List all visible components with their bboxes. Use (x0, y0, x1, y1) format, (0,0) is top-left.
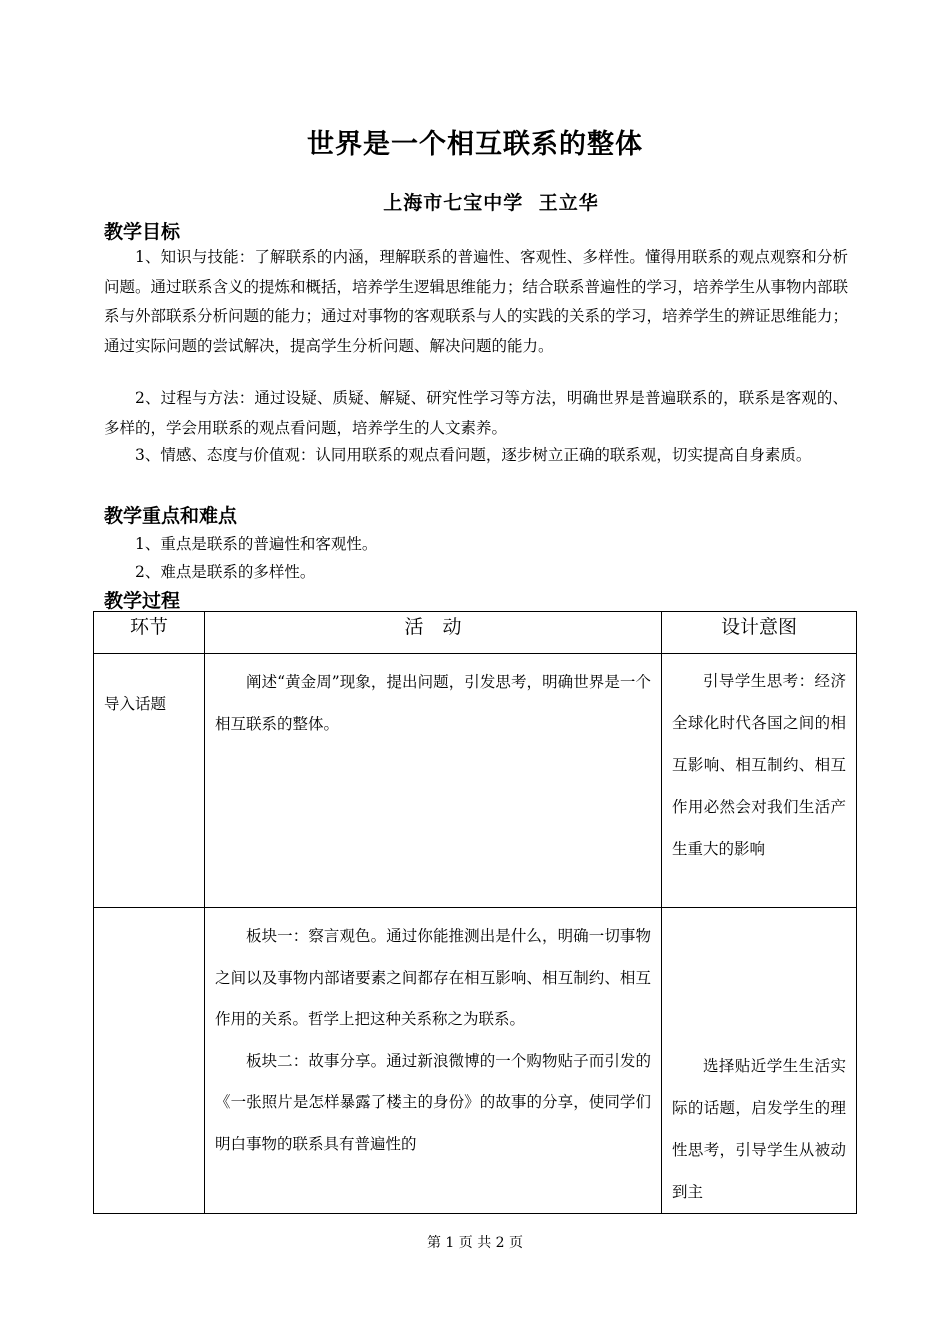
phase-cell (94, 908, 205, 1214)
key-point-item: 1、重点是联系的普遍性和客观性。 (135, 535, 378, 553)
key-point-item: 2、难点是联系的多样性。 (135, 563, 316, 581)
activity-cell (205, 654, 662, 908)
intent-paragraph: 引导学生思考：经济全球化时代各国之间的相互影响、相互制约、相互作用必然会对我们生活产生重大的影响 (672, 672, 846, 858)
objective-paragraph: 2、过程与方法：通过设疑、质疑、解疑、研究性学习等方法，明确世界是普遍联系的，联系是客观的、多样的，学会用联系的观点看问题，培养学生的人文素养。 (104, 389, 848, 437)
process-table (93, 611, 857, 1214)
table-header-row (94, 612, 857, 654)
objective-paragraph: 1、知识与技能：了解联系的内涵，理解联系的普遍性、客观性、多样性。懂得用联系的观点观察和分析问题。通过联系含义的提炼和概括，培养学生逻辑思维能力；结合联系普遍性的学习，培养学生从事物内部联系与外部联系分析问题的能力；通过对事物的客观联系与人的实践的关系的学习，培养学生的辨证思维能力；通过实际问题的尝试解决，提高学生分析问题、解决问题的能力。 (104, 248, 849, 355)
intent-cell (662, 908, 857, 1214)
document-title: 世界是一个相互联系的整体 (307, 129, 643, 160)
phase-cell: 导入话题 (94, 654, 205, 908)
section-heading-objectives: 教学目标 (104, 221, 181, 243)
activity-paragraph: 板块二：故事分享。通过新浪微博的一个购物贴子而引发的《一张照片是怎样暴露了楼主的身份》的故事的分享，使同学们明白事物的联系具有普遍性的 (215, 1051, 651, 1153)
section-heading-process: 教学过程 (104, 590, 181, 612)
column-header: 活 动 (205, 612, 662, 654)
table-row (94, 654, 857, 908)
activity-paragraph: 阐述“黄金周”现象，提出问题，引发思考，明确世界是一个相互联系的整体。 (215, 673, 651, 733)
document-author: 上海市七宝中学 王立华 (383, 192, 599, 214)
intent-paragraph: 选择贴近学生生活实际的话题，启发学生的理性思考，引导学生从被动到主 (672, 1057, 846, 1201)
objective-paragraph: 3、情感、态度与价值观：认同用联系的观点看问题，逐步树立正确的联系观，切实提高自身素质。 (135, 446, 812, 464)
activity-paragraph: 板块一：察言观色。通过你能推测出是什么，明确一切事物之间以及事物内部诸要素之间都存在相互影响、相互制约、相互作用的关系。哲学上把这种关系称之为联系。 (215, 927, 651, 1028)
table-row (94, 908, 857, 1214)
activity-cell (205, 908, 662, 1214)
column-header: 环节 (94, 612, 205, 654)
column-header: 设计意图 (662, 612, 857, 654)
page-footer: 第 1 页 共 2 页 (426, 1235, 524, 1251)
section-heading-key-points: 教学重点和难点 (104, 505, 238, 527)
intent-cell (662, 654, 857, 908)
